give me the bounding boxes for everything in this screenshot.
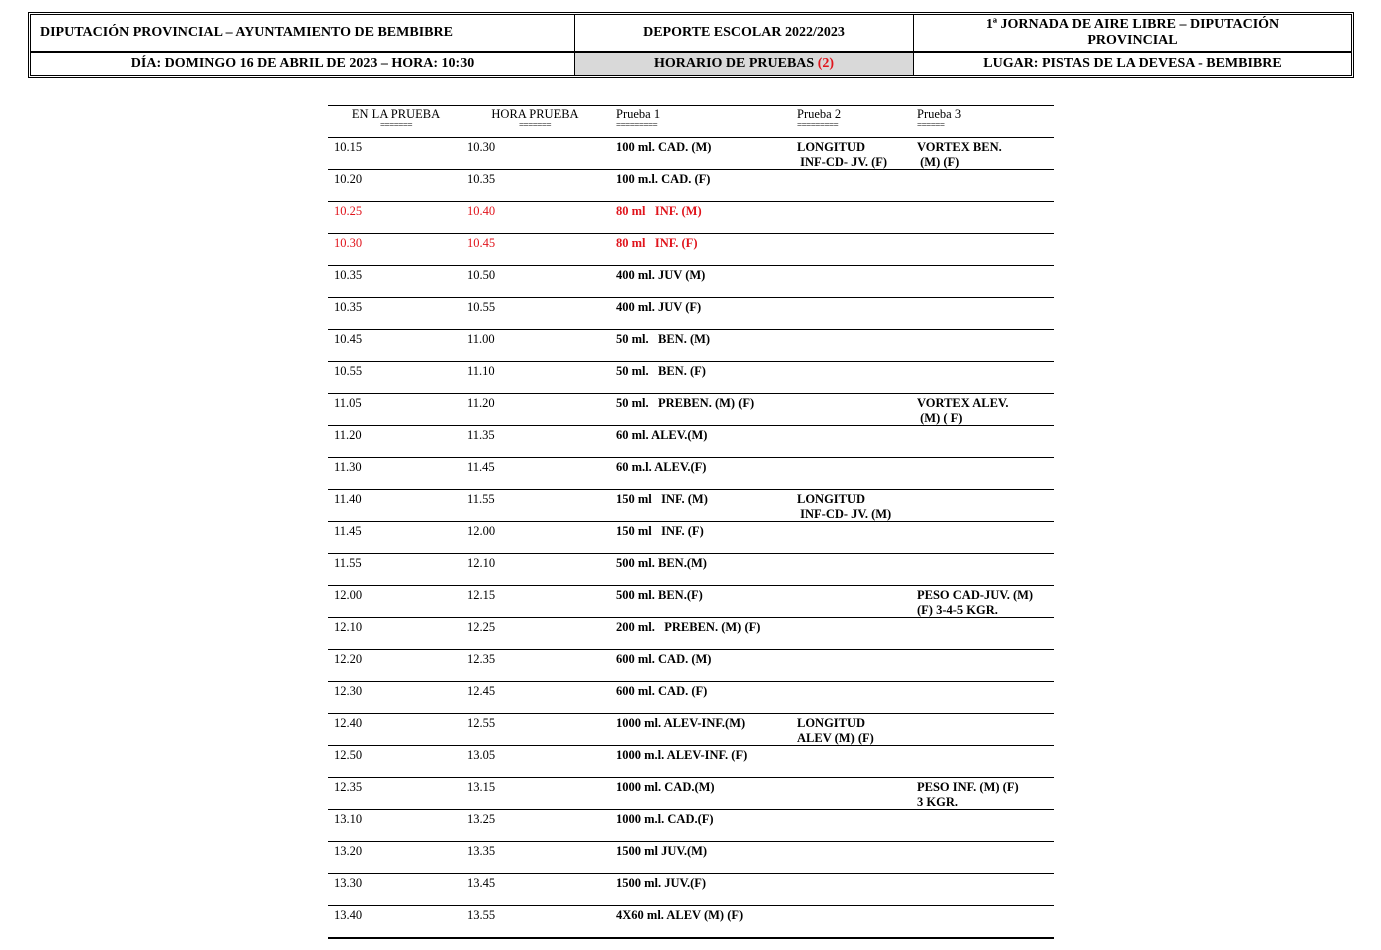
cell-hora-prueba <box>460 266 610 297</box>
cell-hora-prueba <box>460 746 610 777</box>
table-row <box>328 394 1054 426</box>
cell-hora-prueba-line: 10.40 <box>467 204 496 218</box>
cell-hora-prueba-line: 13.25 <box>467 812 496 826</box>
cell-en-la-prueba-line: 11.20 <box>334 428 362 442</box>
cell-en-la-prueba-line: 13.10 <box>334 812 363 826</box>
cell-prueba-1 <box>610 650 791 681</box>
cell-hora-prueba-line: 12.10 <box>467 556 496 570</box>
cell-prueba-1 <box>610 714 791 745</box>
cell-en-la-prueba <box>328 138 460 169</box>
cell-en-la-prueba <box>328 490 460 521</box>
cell-prueba-2 <box>791 330 911 361</box>
cell-prueba-3 <box>911 394 1054 425</box>
cell-prueba-1-line: 80 ml INF. (F) <box>616 236 698 250</box>
cell-en-la-prueba-line: 10.45 <box>334 332 363 346</box>
table-row <box>328 810 1054 842</box>
cell-hora-prueba-line: 13.05 <box>467 748 496 762</box>
cell-prueba-1 <box>610 810 791 841</box>
cell-hora-prueba-line: 13.55 <box>467 908 496 922</box>
cell-prueba-3 <box>911 746 1054 777</box>
table-row <box>328 714 1054 746</box>
cell-prueba-2 <box>791 778 911 809</box>
cell-prueba-2 <box>791 522 911 553</box>
cell-prueba-1 <box>610 458 791 489</box>
table-row <box>328 362 1054 394</box>
cell-prueba-1-line: 100 ml. CAD. (M) <box>616 140 712 154</box>
header-row-2 <box>31 51 1351 75</box>
cell-en-la-prueba <box>328 202 460 233</box>
cell-prueba-1 <box>610 906 791 937</box>
cell-en-la-prueba-line: 11.45 <box>334 524 362 538</box>
cell-en-la-prueba <box>328 426 460 457</box>
cell-prueba-1 <box>610 490 791 521</box>
cell-hora-prueba-line: 11.20 <box>467 396 495 410</box>
cell-prueba-2 <box>791 202 911 233</box>
col-header-en-la-prueba: EN LA PRUEBA ======= <box>351 107 441 130</box>
cell-en-la-prueba-line: 11.05 <box>334 396 362 410</box>
cell-prueba-2 <box>791 682 911 713</box>
cell-en-la-prueba-line: 12.20 <box>334 652 363 666</box>
cell-hora-prueba <box>460 394 610 425</box>
cell-prueba-3-line: (M) ( F) <box>917 411 963 425</box>
cell-hora-prueba <box>460 778 610 809</box>
cell-hora-prueba <box>460 234 610 265</box>
cell-prueba-3 <box>911 778 1054 809</box>
cell-prueba-1-line: 4X60 ml. ALEV (M) (F) <box>616 908 744 922</box>
cell-hora-prueba-line: 10.50 <box>467 268 496 282</box>
cell-prueba-3 <box>911 138 1054 169</box>
cell-hora-prueba-line: 10.45 <box>467 236 496 250</box>
cell-en-la-prueba <box>328 778 460 809</box>
cell-prueba-3 <box>911 362 1054 393</box>
cell-prueba-2 <box>791 810 911 841</box>
cell-prueba-1-line: 150 ml INF. (M) <box>616 492 708 506</box>
cell-en-la-prueba <box>328 586 460 617</box>
table-row <box>328 138 1054 170</box>
cell-en-la-prueba-line: 13.40 <box>334 908 363 922</box>
cell-prueba-1 <box>610 778 791 809</box>
cell-hora-prueba <box>460 138 610 169</box>
cell-prueba-3 <box>911 618 1054 649</box>
cell-en-la-prueba-line: 10.35 <box>334 300 363 314</box>
header-table <box>28 12 1354 78</box>
cell-prueba-2 <box>791 426 911 457</box>
cell-prueba-3 <box>911 234 1054 265</box>
cell-prueba-1-line: 1000 ml. CAD.(M) <box>616 780 715 794</box>
cell-prueba-1 <box>610 330 791 361</box>
event-title-line2: PROVINCIAL <box>1087 33 1178 48</box>
cell-prueba-3 <box>911 682 1054 713</box>
cell-en-la-prueba <box>328 362 460 393</box>
cell-prueba-3 <box>911 714 1054 745</box>
table-row <box>328 490 1054 522</box>
cell-prueba-1 <box>610 874 791 905</box>
program-cell: DEPORTE ESCOLAR 2022/2023 <box>574 15 913 51</box>
cell-hora-prueba-line: 11.55 <box>467 492 495 506</box>
cell-en-la-prueba-line: 12.50 <box>334 748 363 762</box>
cell-prueba-1-line: 1000 m.l. CAD.(F) <box>616 812 714 826</box>
cell-prueba-1 <box>610 746 791 777</box>
cell-en-la-prueba-line: 12.10 <box>334 620 363 634</box>
cell-prueba-2 <box>791 298 911 329</box>
cell-prueba-2 <box>791 170 911 201</box>
cell-en-la-prueba-line: 12.30 <box>334 684 363 698</box>
cell-en-la-prueba-line: 10.30 <box>334 236 363 250</box>
cell-prueba-3 <box>911 586 1054 617</box>
cell-prueba-3 <box>911 650 1054 681</box>
cell-prueba-3 <box>911 202 1054 233</box>
cell-hora-prueba <box>460 554 610 585</box>
cell-prueba-3-line: 3 KGR. <box>917 795 958 809</box>
cell-prueba-1-line: 500 ml. BEN.(F) <box>616 588 703 602</box>
cell-prueba-2 <box>791 394 911 425</box>
cell-prueba-1 <box>610 394 791 425</box>
cell-prueba-3 <box>911 490 1054 521</box>
cell-en-la-prueba <box>328 682 460 713</box>
cell-hora-prueba <box>460 330 610 361</box>
table-row <box>328 234 1054 266</box>
table-row <box>328 426 1054 458</box>
cell-en-la-prueba-line: 10.15 <box>334 140 363 154</box>
cell-prueba-2 <box>791 362 911 393</box>
cell-en-la-prueba <box>328 394 460 425</box>
cell-hora-prueba <box>460 426 610 457</box>
cell-prueba-2 <box>791 234 911 265</box>
schedule-title-cell <box>574 53 913 75</box>
organizer-cell: DIPUTACIÓN PROVINCIAL – AYUNTAMIENTO DE BEMBIBRE <box>40 25 453 40</box>
cell-prueba-1-line: 50 ml. PREBEN. (M) (F) <box>616 396 755 410</box>
cell-prueba-3 <box>911 522 1054 553</box>
cell-prueba-3 <box>911 266 1054 297</box>
cell-en-la-prueba <box>328 906 460 937</box>
cell-prueba-2 <box>791 490 911 521</box>
cell-prueba-1-line: 500 ml. BEN.(M) <box>616 556 707 570</box>
cell-prueba-1-line: 50 ml. BEN. (F) <box>616 364 706 378</box>
cell-prueba-3 <box>911 874 1054 905</box>
schedule-title: HORARIO DE PRUEBAS <box>653 56 815 71</box>
cell-prueba-2 <box>791 906 911 937</box>
table-row <box>328 554 1054 586</box>
cell-prueba-1-line: 80 ml INF. (M) <box>616 204 702 218</box>
cell-prueba-1-line: 1500 ml JUV.(M) <box>616 844 708 858</box>
table-row <box>328 330 1054 362</box>
cell-prueba-1 <box>610 522 791 553</box>
cell-hora-prueba <box>460 298 610 329</box>
cell-en-la-prueba-line: 12.40 <box>334 716 363 730</box>
cell-hora-prueba-line: 12.25 <box>467 620 496 634</box>
cell-prueba-2-line: ALEV (M) (F) <box>797 731 874 745</box>
cell-hora-prueba-line: 13.15 <box>467 780 496 794</box>
cell-prueba-3 <box>911 170 1054 201</box>
cell-hora-prueba-line: 12.00 <box>467 524 496 538</box>
cell-hora-prueba <box>460 874 610 905</box>
table-row <box>328 842 1054 874</box>
cell-hora-prueba <box>460 202 610 233</box>
cell-en-la-prueba <box>328 842 460 873</box>
cell-prueba-1 <box>610 138 791 169</box>
cell-en-la-prueba <box>328 650 460 681</box>
location-cell: LUGAR: PISTAS DE LA DEVESA - BEMBIBRE <box>913 53 1351 75</box>
schedule-header-row <box>328 106 1054 138</box>
cell-hora-prueba <box>460 522 610 553</box>
cell-prueba-1-line: 50 ml. BEN. (M) <box>616 332 711 346</box>
cell-prueba-3 <box>911 810 1054 841</box>
cell-prueba-1 <box>610 266 791 297</box>
event-title-cell <box>913 15 1351 51</box>
col-header-prueba-2: Prueba 2 ========= <box>797 107 842 130</box>
cell-hora-prueba <box>460 682 610 713</box>
cell-hora-prueba <box>460 650 610 681</box>
cell-en-la-prueba <box>328 298 460 329</box>
cell-prueba-1 <box>610 234 791 265</box>
cell-hora-prueba-line: 11.45 <box>467 460 495 474</box>
cell-prueba-1 <box>610 426 791 457</box>
cell-en-la-prueba <box>328 170 460 201</box>
cell-en-la-prueba-line: 13.30 <box>334 876 363 890</box>
cell-hora-prueba <box>460 618 610 649</box>
cell-hora-prueba-line: 12.35 <box>467 652 496 666</box>
cell-prueba-1-line: 600 ml. CAD. (F) <box>616 684 708 698</box>
cell-prueba-2 <box>791 650 911 681</box>
table-bottom-rule <box>328 938 1054 939</box>
cell-hora-prueba-line: 12.45 <box>467 684 496 698</box>
cell-prueba-2 <box>791 746 911 777</box>
cell-prueba-1-line: 400 ml. JUV (F) <box>616 300 702 314</box>
cell-en-la-prueba <box>328 522 460 553</box>
cell-prueba-2 <box>791 714 911 745</box>
cell-en-la-prueba-line: 10.25 <box>334 204 363 218</box>
cell-prueba-3-line: PESO INF. (M) (F) <box>917 780 1019 794</box>
cell-prueba-2-line: INF-CD- JV. (F) <box>797 155 888 169</box>
cell-prueba-1 <box>610 618 791 649</box>
cell-hora-prueba-line: 12.55 <box>467 716 496 730</box>
cell-en-la-prueba-line: 10.20 <box>334 172 363 186</box>
cell-hora-prueba-line: 11.35 <box>467 428 495 442</box>
header-row-1 <box>31 15 1351 51</box>
cell-en-la-prueba <box>328 554 460 585</box>
event-title-line1: 1ª JORNADA DE AIRE LIBRE – DIPUTACIÓN <box>985 17 1280 32</box>
cell-hora-prueba-line: 13.45 <box>467 876 496 890</box>
table-row <box>328 746 1054 778</box>
cell-en-la-prueba-line: 11.30 <box>334 460 362 474</box>
cell-en-la-prueba <box>328 874 460 905</box>
cell-prueba-1-line: 100 m.l. CAD. (F) <box>616 172 711 186</box>
table-row <box>328 266 1054 298</box>
cell-en-la-prueba-line: 12.35 <box>334 780 363 794</box>
table-row <box>328 522 1054 554</box>
cell-hora-prueba <box>460 810 610 841</box>
cell-hora-prueba-line: 10.55 <box>467 300 496 314</box>
cell-prueba-1 <box>610 170 791 201</box>
cell-prueba-2 <box>791 618 911 649</box>
cell-prueba-1-line: 200 ml. PREBEN. (M) (F) <box>616 620 761 634</box>
cell-prueba-2 <box>791 842 911 873</box>
col-header-hora-prueba: HORA PRUEBA ======= <box>491 107 579 130</box>
schedule-table <box>328 105 1054 938</box>
cell-hora-prueba-line: 10.35 <box>467 172 496 186</box>
cell-hora-prueba <box>460 170 610 201</box>
cell-prueba-3 <box>911 554 1054 585</box>
cell-prueba-3 <box>911 426 1054 457</box>
cell-hora-prueba-line: 12.15 <box>467 588 496 602</box>
cell-prueba-1-line: 60 ml. ALEV.(M) <box>616 428 708 442</box>
cell-prueba-3-line: VORTEX ALEV. <box>917 396 1009 410</box>
cell-en-la-prueba-line: 12.00 <box>334 588 363 602</box>
table-row <box>328 874 1054 906</box>
cell-prueba-1 <box>610 842 791 873</box>
cell-en-la-prueba <box>328 746 460 777</box>
cell-prueba-2 <box>791 554 911 585</box>
cell-prueba-3-line: (M) (F) <box>917 155 960 169</box>
cell-prueba-1-line: 1000 ml. ALEV-INF.(M) <box>616 716 746 730</box>
cell-en-la-prueba <box>328 714 460 745</box>
cell-en-la-prueba <box>328 618 460 649</box>
cell-hora-prueba <box>460 714 610 745</box>
table-row <box>328 778 1054 810</box>
cell-prueba-3 <box>911 842 1054 873</box>
cell-prueba-2 <box>791 586 911 617</box>
cell-prueba-1-line: 400 ml. JUV (M) <box>616 268 706 282</box>
cell-prueba-2-line: LONGITUD <box>797 716 866 730</box>
cell-en-la-prueba <box>328 266 460 297</box>
cell-en-la-prueba-line: 10.55 <box>334 364 363 378</box>
table-row <box>328 650 1054 682</box>
date-time-cell: DÍA: DOMINGO 16 DE ABRIL DE 2023 – HORA: 10:30 <box>130 56 475 71</box>
cell-prueba-3-line: (F) 3-4-5 KGR. <box>917 603 998 617</box>
col-header-prueba-3: Prueba 3 ====== <box>917 107 962 130</box>
cell-en-la-prueba-line: 13.20 <box>334 844 363 858</box>
cell-hora-prueba <box>460 362 610 393</box>
table-row <box>328 586 1054 618</box>
table-row <box>328 458 1054 490</box>
cell-prueba-3 <box>911 330 1054 361</box>
cell-prueba-3 <box>911 906 1054 937</box>
cell-prueba-3-line: PESO CAD-JUV. (M) <box>917 588 1034 602</box>
cell-prueba-1 <box>610 202 791 233</box>
cell-en-la-prueba <box>328 810 460 841</box>
cell-hora-prueba-line: 11.00 <box>467 332 495 346</box>
cell-hora-prueba-line: 10.30 <box>467 140 496 154</box>
cell-en-la-prueba-line: 10.35 <box>334 268 363 282</box>
table-row <box>328 202 1054 234</box>
cell-prueba-2 <box>791 874 911 905</box>
cell-prueba-1-line: 1500 ml. JUV.(F) <box>616 876 707 890</box>
cell-prueba-2 <box>791 138 911 169</box>
cell-prueba-3 <box>911 298 1054 329</box>
cell-prueba-2-line: INF-CD- JV. (M) <box>797 507 892 521</box>
cell-en-la-prueba-line: 11.40 <box>334 492 362 506</box>
cell-en-la-prueba-line: 11.55 <box>334 556 362 570</box>
cell-prueba-1 <box>610 682 791 713</box>
col-header-prueba-1: Prueba 1 ========= <box>616 107 661 130</box>
cell-prueba-2 <box>791 266 911 297</box>
cell-prueba-2 <box>791 458 911 489</box>
cell-prueba-1 <box>610 362 791 393</box>
cell-prueba-1 <box>610 554 791 585</box>
cell-prueba-1-line: 150 ml INF. (F) <box>616 524 704 538</box>
table-row <box>328 618 1054 650</box>
cell-hora-prueba <box>460 586 610 617</box>
cell-hora-prueba <box>460 906 610 937</box>
cell-prueba-1-line: 60 m.l. ALEV.(F) <box>616 460 707 474</box>
cell-prueba-2-line: LONGITUD <box>797 140 866 154</box>
cell-prueba-1-line: 1000 m.l. ALEV-INF. (F) <box>616 748 748 762</box>
cell-prueba-3 <box>911 458 1054 489</box>
cell-prueba-3-line: VORTEX BEN. <box>917 140 1002 154</box>
table-row <box>328 170 1054 202</box>
table-row <box>328 682 1054 714</box>
cell-hora-prueba-line: 11.10 <box>467 364 495 378</box>
cell-hora-prueba <box>460 842 610 873</box>
cell-prueba-1 <box>610 586 791 617</box>
cell-en-la-prueba <box>328 458 460 489</box>
schedule-number: (2) <box>817 56 835 71</box>
cell-hora-prueba <box>460 490 610 521</box>
cell-en-la-prueba <box>328 234 460 265</box>
cell-en-la-prueba <box>328 330 460 361</box>
table-row <box>328 298 1054 330</box>
cell-hora-prueba-line: 13.35 <box>467 844 496 858</box>
cell-prueba-2-line: LONGITUD <box>797 492 866 506</box>
cell-hora-prueba <box>460 458 610 489</box>
cell-prueba-1-line: 600 ml. CAD. (M) <box>616 652 712 666</box>
table-row <box>328 906 1054 938</box>
cell-prueba-1 <box>610 298 791 329</box>
